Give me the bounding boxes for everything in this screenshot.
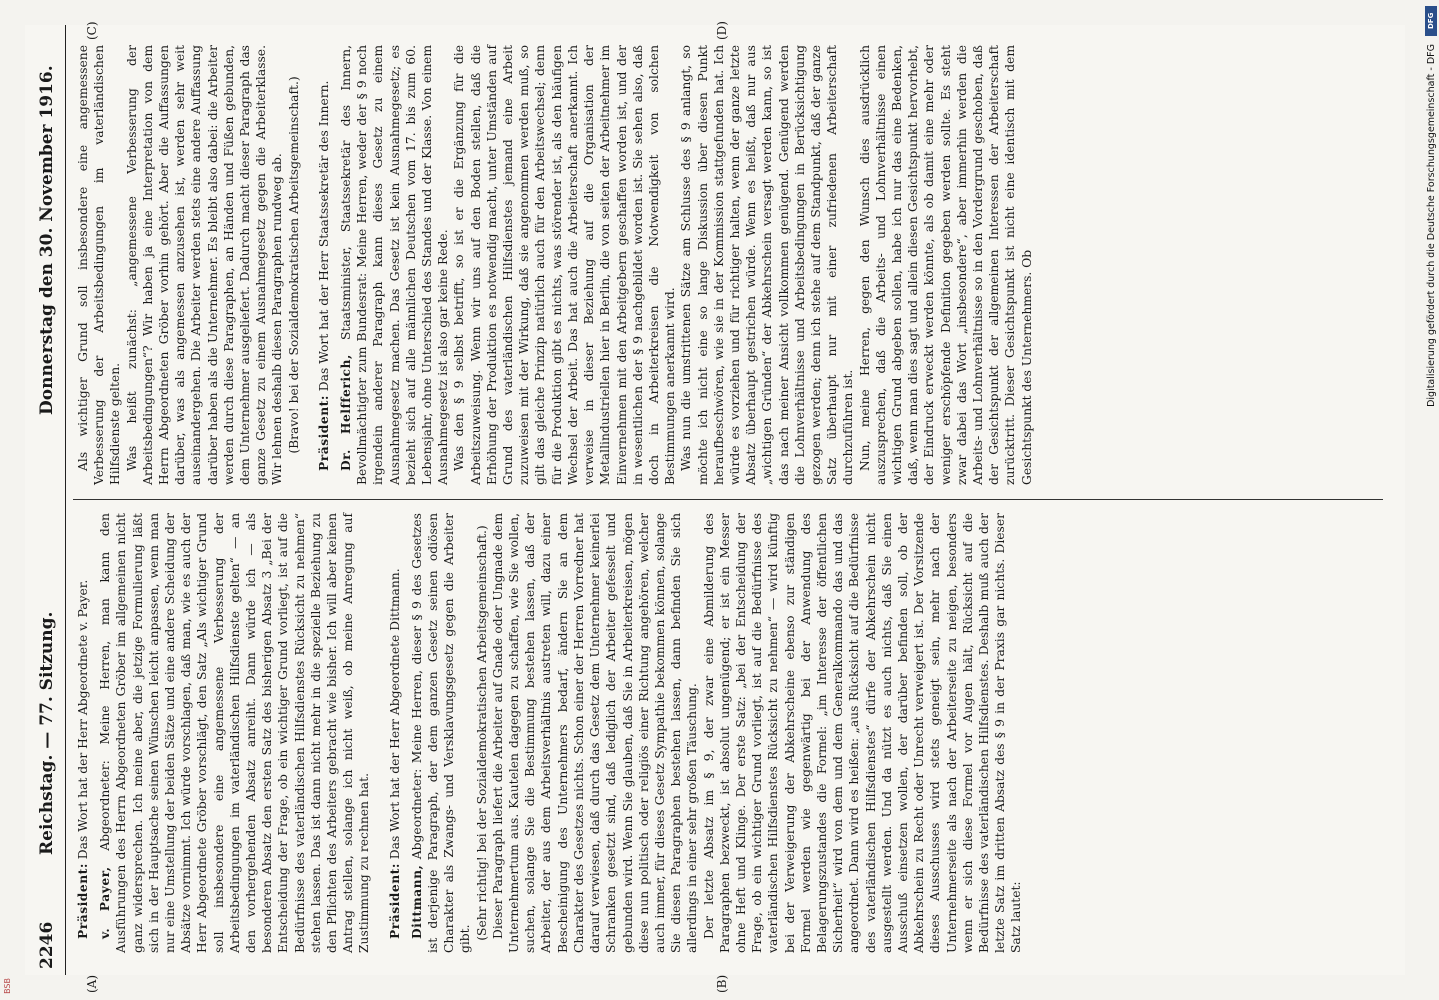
paragraph: Dieser Paragraph liefert die Arbeiter auf Gnade oder Ungnade dem Unternehmertum aus. Kautelen dagegen zu schaffen, wie Sie wollen, suchen, solange Sie die Bestimmung bestehen lassen, daß der Arbeiter, der aus dem Arbeitsverhältnis austreten will, dazu einer Bescheinigung des Unternehmers bedarf, ändern Sie an dem Charakter des Gesetzes nichts. Schon einer der Herren Vorredner hat darauf verwiesen, daß durch das Gesetz dem Unternehmer keinerlei Schranken gesetzt sind, daß lediglich der Arbeiter gefesselt und gebunden wird. Wenn Sie glauben, daß Sie in Arbeiterkreisen, mögen diese nun politisch oder religiös einer Richtung angehören, welcher auch immer, für dieses Gesetz Sympathie bekommen können, solange Sie diesen Paragraphen bestehen lassen, dann befinden Sie sich allerdings in einer sehr großen Täuschung. (490, 513, 700, 953)
speaker-name: Dittmann, (408, 864, 424, 939)
speaker-name: Dr. Helfferich, (338, 354, 354, 471)
paragraph: Was nun die umstrittenen Sätze am Schlusse des § 9 anlangt, so möchte ich nicht eine so lange Diskussion über diesen Punkt heraufbeschwören, wie sie in der Kommission stattgefunden hat. Ich würde es vorziehen und für richtiger halten, wenn der ganze letzte Absatz überhaupt gestrichen würde. Wenn es heißt, daß nur aus „wichtigen Gründen“ der Abkehrschein versagt werden kann, so ist das nach meiner Ansicht vollkommen genügend. Genügend werden die Lohnverhältnisse und Arbeitsbedingungen in Berücksichtigung gezogen werden; denn ich stehe auf dem Standpunkt, daß der ganze Satz überhaupt nur mit einer zufriedenen Arbeiterschaft durchzuführen ist. (679, 45, 856, 485)
paragraph: Was heißt zunächst: „angemessene Verbesserung der Arbeitsbedingungen“? Wir haben ja eine Interpretation von dem Herrn Abgeordneten Gröber vorhin gehört. Aber die Auffassungen darüber, was als angemessen anzusehen ist, werden sehr weit auseinandergehen. Die Arbeiter werden stets eine andere Auffassung darüber haben als die Unternehmer. Es bleibt also dabei: die Arbeiter werden durch diese Paragraphen, an Händen und Füßen gebunden, dem Unternehmer ausgeliefert. Dadurch macht dieser Paragraph das ganze Gesetz zu einem Ausnahmegesetz gegen die Arbeiterklasse. Wir lehnen deshalb diesen Paragraphen rundweg ab. (124, 45, 285, 485)
header-left-title: Reichstag. — 77. Sitzung. (37, 611, 57, 855)
left-column (75, 513, 1025, 953)
margin-mark-a: (A) (85, 974, 99, 993)
paragraph-text: Abgeordneter: Meine Herren, dieser § 9 des Gesetzes ist derjenige Paragraph, der dem ganzen Gesetz seinen odiösen Charakter als Zwangs- und Versklavungsgesetz gegen die Arbeiter gibt. (409, 513, 473, 953)
margin-mark-c: (C) (85, 21, 99, 40)
digitization-credit: Digitalisierung gefördert durch die Deutsche Forschungsgemeinschaft - DFG (1426, 44, 1437, 407)
column-divider (73, 499, 1383, 500)
quoted-sentence: Als wichtiger Grund soll insbesondere eine angemessene Verbesserung der Arbeitsbedingungen im vaterländischen Hilfsdienste gelten. (76, 45, 123, 485)
page-header (25, 25, 66, 975)
paragraph-text: Das Wort hat der Herr Abgeordnete Dittmann. (387, 568, 402, 860)
paragraph (409, 513, 474, 953)
paragraph-text: Staatsminister, Staatssekretär des Innern, Bevollmächtigter zum Bundesrat: Meine Herren, weder der § 9 noch irgendein anderer Paragraph kann dieses Gesetz zu einem Ausnahmegesetz machen. Das Gesetz ist kein Ausnahmegesetz; es bezieht sich auf alle männlichen Deutschen vom 17. bis zum 60. Lebensjahr, ohne Unterschied des Standes und der Klasse. Von einem Ausnahmegesetz ist also gar keine Rede. (339, 44, 451, 485)
paragraph-text: Das Wort hat der Herr Staatssekretär des Innern. (316, 80, 331, 392)
speaker-name: Präsident: (386, 863, 402, 939)
paragraph (75, 513, 91, 953)
margin-mark-b: (B) (715, 974, 729, 993)
margin-mark-d: (D) (715, 21, 729, 40)
page-number: 2246 (37, 921, 57, 969)
interjection: (Bravo! bei der Sozialdemokratischen Arbeitsgemeinschaft.) (286, 76, 301, 454)
paragraph-text: Abgeordneter: Meine Herren, man kann den Ausführungen des Herrn Abgeordneten Gröber im allgemeinen nicht ganz widersprechen. Ich meine aber, die jetzige Formulierung läßt sich in der Hauptsache seinen Wünschen leicht anpassen, wenn man nur eine Umstellung der beiden Sätze und eine andere Scheidung der Absätze vornimmt. Ich würde vorschlagen, daß man, wie es auch der Herr Abgeordnete Gröber vorschlägt, den Satz „Als wichtiger Grund soll insbesondere eine angemessene Verbesserung der Arbeitsbedingungen im vaterländischen Hilfsdienste gelten“ — an den vorhergehenden Absatz anreiht. Dann würde ich — als besonderen Absatz den ersten Satz des bisherigen Absatz 3 „Bei der Entscheidung der Frage, ob ein wichtiger Grund vorliegt, ist auf die Bedürfnisse des vaterländischen Hilfsdienstes Rücksicht zu nehmen“ stehen lassen. Das ist dann nicht mehr in die spezielle Beziehung zu den Pflichten des Arbeiters gebracht wie bisher. Ich will aber keinen Antrag stellen, solange ich nicht weiß, ob meine Anregung auf Zustimmung zu rechnen hat. (98, 513, 372, 953)
dfg-logo: DFG (1425, 6, 1437, 36)
paragraph (338, 45, 451, 485)
paragraph-text: Das Wort hat der Herr Abgeordnete v. Payer. (76, 579, 90, 860)
interjection: (Sehr richtig! bei der Sozialdemokratischen Arbeitsgemeinschaft.) (474, 525, 489, 941)
paragraph: Was den § 9 selbst betrifft, so ist er die Ergänzung für die Arbeitszuweisung. Wenn wir uns auf den Boden stellen, daß die Erhöhung der Produktion es notwendig macht, unter Umständen auf Grund des vaterländischen Hilfsdienstes jemand eine Arbeit zuzuweisen mit der Wirkung, daß sie angenommen werden muß, so gilt das gleiche Prinzip natürlich auch für den Arbeitswechsel; denn für die Produktion gibt es nichts, was störender ist, als den häufigen Wechsel der Arbeit. Das hat auch die Arbeiterschaft anerkannt. Ich verweise in dieser Beziehung auf die Organisation der Metallindustriellen hier in Berlin, die von seiten der Arbeitnehmer im Einvernehmen mit den Arbeitgebern geschaffen worden ist, und der in wesentlichen der § 9 nachgebildet worden ist. Sie sehen also, daß doch in Arbeiterkreisen die Notwendigkeit von solchen Bestimmungen anerkannt wird. (452, 45, 678, 485)
header-right-title: Donnerstag den 30. November 1916. (37, 65, 57, 415)
speaker-name: Präsident: (75, 863, 90, 939)
paragraph (387, 513, 403, 953)
document-page (25, 21, 1405, 993)
speaker-name: Präsident: (315, 395, 331, 471)
paragraph: Nun, meine Herren, gegen den Wunsch dies ausdrücklich auszusprechen, daß die Arbeits- und Lohnverhältnisse einen wichtigen Grund abgeben sollen, habe ich nur das eine Bedenken, daß, wenn man dies sagt und allein diesen Gesichtspunkt hervorhebt, der Eindruck erweckt werden könnte, als ob damit eine mehr oder weniger erschöpfende Definition gegeben werden sollte. Es steht zwar dabei das Wort „insbesondere“, aber immerhin werden die Arbeits- und Lohnverhältnisse so in den Vordergrund geschoben, daß der Gesichtspunkt der allgemeinen Interessen der Arbeiterschaft zurücktritt. Dieser Gesichtspunkt ist nicht eine identisch mit dem Gesichtspunkt des Unternehmers. Ob (857, 45, 1034, 485)
paragraph: Der letzte Absatz im § 9, der zwar eine Abmilderung des Paragraphen bezweckt, ist absolut ungenügend; er ist ein Messer ohne Heft und Klinge. Der erste Satz: „bei der Entscheidung der Frage, ob ein wichtiger Grund vorliegt, ist auf die Bedürfnisse des vaterländischen Hilfsdienstes Rücksicht zu nehmen“ — wird künftig bei der Verweigerung der Abkehrscheine ebenso zur ständigen Formel werden wie gegenwärtig bei der Anwendung des Belagerungszustandes die Formel: „im Interesse der öffentlichen Sicherheit“ wird von dem und dem Generalkommando das und das angeordnet. Dann wird es heißen: „aus Rücksicht auf die Bedürfnisse des vaterländischen Hilfsdienstes“ dürfe der Abkehrschein nicht ausgestellt werden. Und da nützt es auch nichts, daß Sie einen Ausschuß einsetzen wollen, der darüber befinden soll, ob der Abkehrschein zu Recht oder Unrecht verweigert ist. Der Vorsitzende dieses Ausschusses wird stets geneigt sein, mehr nach der Unternehmerseite als nach der Arbeiterseite zu neigen, besonders wenn er sich diese Formel vor Augen hält, Rücksicht auf die Bedürfnisse des vaterländischen Hilfsdienstes. Deshalb muß auch der letzte Satz im dritten Absatz des § 9 in der Praxis gar nichts. Dieser Satz lautet: (701, 513, 1024, 953)
paragraph (97, 513, 372, 953)
bsb-mark: BSB (3, 978, 12, 994)
paragraph (316, 45, 332, 485)
speaker-name: v. Payer, (97, 866, 113, 939)
right-column (75, 45, 1035, 485)
